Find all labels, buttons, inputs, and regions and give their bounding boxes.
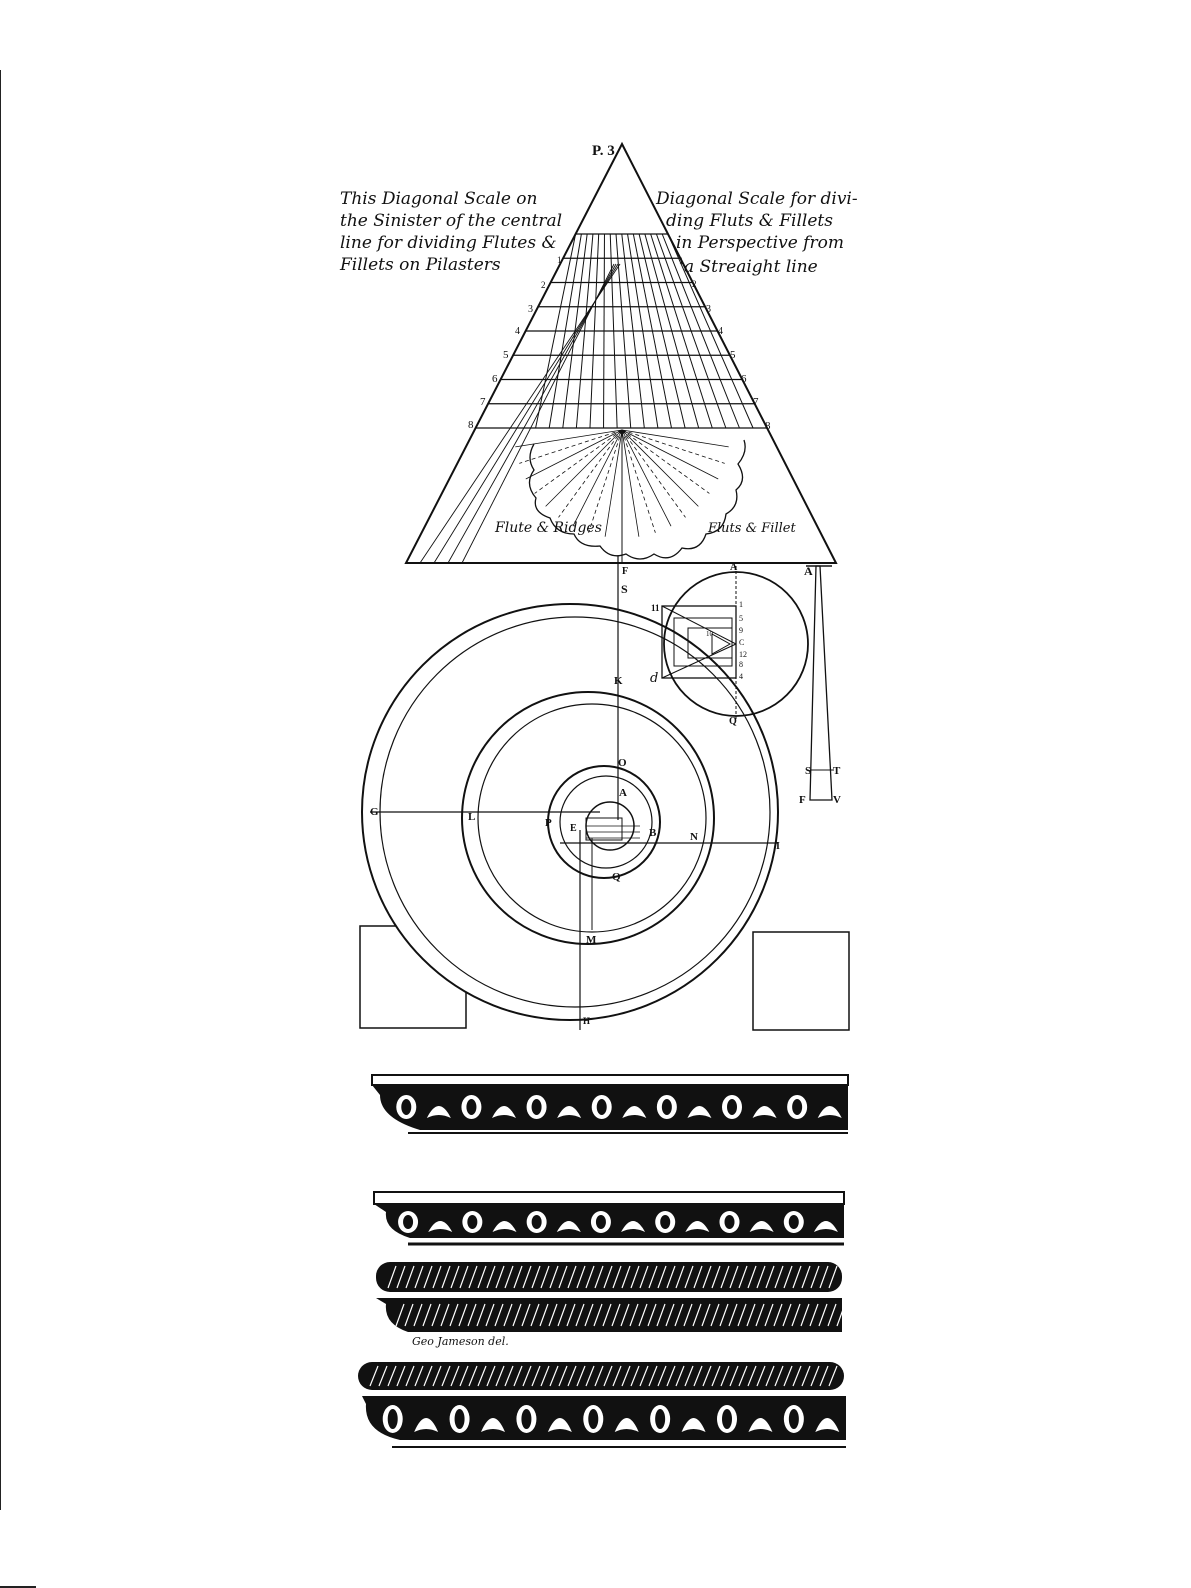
eye-num-5: 5 — [739, 614, 743, 623]
left-caption-line-1: This Diagonal Scale on — [340, 189, 538, 209]
ornament-3-egg-core — [388, 1409, 398, 1429]
letter-Q: Q — [612, 871, 621, 883]
letter-E: E — [570, 823, 577, 834]
ruler-letter-S: S — [805, 765, 812, 777]
scale-vertical — [604, 234, 605, 428]
ruler-letter-V: V — [833, 794, 841, 806]
eye-num-4: 4 — [739, 672, 743, 681]
fan-ray — [622, 430, 725, 463]
plate-number: P. 3 — [592, 143, 615, 159]
eye-num-10: 10 — [706, 630, 713, 638]
cornice-moulding-3 — [358, 1362, 846, 1447]
ornament-2-egg-core — [467, 1215, 477, 1229]
right-caption-line-4: a Streaight line — [684, 257, 818, 277]
right-caption-line-2: ding Fluts & Fillets — [666, 211, 833, 231]
scale-num-left-7: 7 — [480, 396, 486, 408]
eye-letter-d: d — [650, 671, 659, 686]
left-caption-line-3: line for dividing Flutes & — [340, 233, 557, 253]
fan-ray — [622, 430, 685, 517]
ornament-3-egg-core — [455, 1409, 465, 1429]
ruler-letter-T: T — [833, 765, 841, 777]
scale-num-left-4: 4 — [515, 326, 520, 337]
ornament-1-egg-core — [466, 1099, 476, 1115]
ornament-3-egg-core — [722, 1409, 732, 1429]
ornament-3-egg-core — [521, 1409, 531, 1429]
signature: Geo Jameson del. — [412, 1335, 509, 1348]
scale-num-left-3: 3 — [528, 304, 533, 315]
scale-num-left-8: 8 — [468, 419, 474, 431]
cornice-moulding-1 — [372, 1075, 848, 1133]
ornament-3-egg-core — [789, 1409, 799, 1429]
letter-N: N — [690, 831, 698, 843]
scale-num-right-4: 4 — [718, 326, 723, 337]
eye-num-1: 1 — [739, 600, 743, 609]
eye-number-eleven: 11 — [651, 603, 660, 613]
letter-O: O — [618, 757, 627, 769]
ruler-body — [810, 566, 832, 800]
scale-num-right-7: 7 — [753, 396, 759, 408]
diagonal-scale-grid — [420, 234, 767, 563]
eye-num-12: 12 — [739, 650, 747, 659]
letter-H: H — [583, 1016, 591, 1026]
ornament-1-egg-core — [792, 1099, 802, 1115]
letter-M: M — [586, 934, 597, 946]
fan-ray — [622, 430, 655, 533]
left-caption-line-4: Fillets on Pilasters — [340, 255, 501, 275]
scale-num-left-6: 6 — [492, 373, 498, 385]
letter-K: K — [614, 675, 623, 687]
fan-ray — [622, 430, 698, 506]
flute-fillet-label: Fluts & Fillet — [708, 521, 796, 536]
fan-ray — [559, 430, 622, 517]
scale-num-right-3: 3 — [706, 304, 711, 315]
letter-S: S — [621, 582, 628, 596]
scale-left-caption — [339, 189, 562, 275]
left-caption-line-2: the Sinister of the central — [340, 211, 563, 231]
fan-ray — [546, 430, 622, 506]
ornament-1-egg-core — [532, 1099, 542, 1115]
fan-ray — [519, 430, 622, 463]
fan-ray — [535, 430, 622, 493]
scale-right-caption — [655, 189, 858, 277]
letter-P: P — [545, 817, 552, 829]
scale-num-right-5: 5 — [730, 349, 736, 361]
ornament-2-egg-core — [660, 1215, 670, 1229]
moulding-3-torus — [358, 1362, 844, 1390]
moulding-2-lower-band — [376, 1298, 842, 1332]
ornament-3-egg-core — [655, 1409, 665, 1429]
scale-num-left-2: 2 — [541, 280, 546, 290]
ruler-letter-F: F — [799, 794, 806, 806]
scale-num-right-8: 8 — [765, 420, 771, 432]
letter-L: L — [468, 811, 476, 823]
ornament-1-egg-core — [662, 1099, 672, 1115]
moulding-2-cap — [374, 1192, 844, 1204]
ornament-2-egg-core — [403, 1215, 413, 1229]
ornament-1-egg-core — [597, 1099, 607, 1115]
scale-num-left-5: 5 — [503, 349, 509, 361]
moulding-1-cap — [372, 1075, 848, 1085]
ornament-2-egg-core — [789, 1215, 799, 1229]
scale-num-right-6: 6 — [741, 373, 747, 385]
ornament-1-egg-core — [401, 1099, 411, 1115]
letter-A: A — [619, 787, 627, 799]
eye-num-C: C — [739, 638, 745, 647]
letter-F: F — [622, 566, 629, 577]
eye-num-9: 9 — [739, 626, 743, 635]
ornament-3-egg-core — [588, 1409, 598, 1429]
right-caption-line-1: Diagonal Scale for divi- — [656, 189, 858, 209]
right-caption-line-3: in Perspective from — [676, 233, 844, 253]
eye-letter-Q: Q — [729, 716, 737, 727]
flute-ridges-label: Flute & Ridges — [495, 520, 602, 536]
flute-fan-lines — [515, 430, 728, 563]
ionic-volute — [360, 556, 849, 1030]
plinth-right — [753, 932, 849, 1030]
eye-letter-A: A — [730, 562, 738, 573]
ornament-1-egg-core — [727, 1099, 737, 1115]
letter-I: I — [776, 841, 780, 852]
scale-num-right-1: 1 — [679, 256, 684, 266]
eye-num-8: 8 — [739, 660, 743, 669]
ruler-letter-A: A — [804, 564, 813, 578]
letter-B: B — [649, 827, 657, 839]
cornice-moulding-2 — [374, 1192, 845, 1332]
fan-ray — [589, 430, 622, 533]
flute-outline — [529, 440, 745, 559]
moulding-3-band — [362, 1396, 846, 1440]
scale-num-left-1: 1 — [557, 255, 562, 265]
ornament-2-egg-core — [725, 1215, 735, 1229]
scale-numbers-left — [468, 255, 562, 431]
ornament-2-egg-core — [532, 1215, 542, 1229]
ornament-2-egg-core — [596, 1215, 606, 1229]
fan-ray — [622, 430, 709, 493]
scale-num-right-2: 2 — [692, 279, 697, 289]
letter-G: G — [370, 806, 379, 818]
